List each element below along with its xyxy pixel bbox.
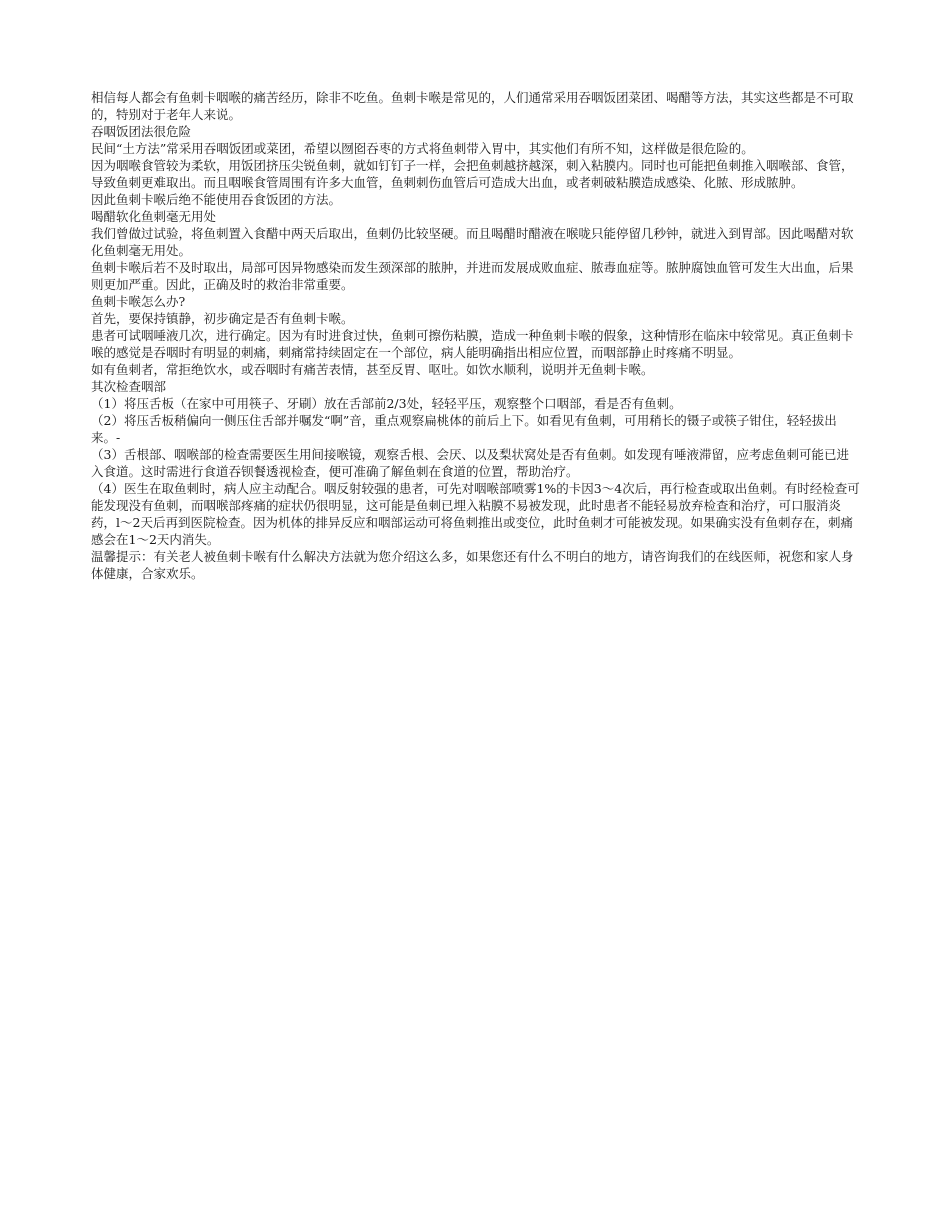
section-heading-rice-ball: 吞咽饭团法很危险 <box>91 124 192 139</box>
step-item: （2）将压舌板稍偏向一侧压住舌部并嘱发“啊”音，重点观察扁桃体的前后上下。如看见有鱼刺，可用稍长的镊子或筷子钳住，轻轻拔出来。- <box>91 413 837 445</box>
step-item: （1）将压舌板（在家中可用筷子、牙刷）放在舌部前2/3处，轻轻平压，观察整个口咽部，看是否有鱼刺。 <box>91 396 682 411</box>
section-heading-vinegar: 喝醋软化鱼刺毫无用处 <box>91 209 217 224</box>
paragraph: 因为咽喉食管较为柔软，用饭团挤压尖锐鱼刺，就如钉钉子一样，会把鱼刺越挤越深，刺入粘膜内。同时也可能把鱼刺推入咽喉部、食管，导致鱼刺更难取出。而且咽喉食管周围有许多大血管，鱼刺刺伤血管后可造成大出血，或者刺破粘膜造成感染、化脓、形成脓肿。 <box>91 158 854 190</box>
step-item: （3）舌根部、咽喉部的检查需要医生用间接喉镜，观察舌根、会厌、以及梨状窝处是否有鱼刺。如发现有唾液滞留，应考虑鱼刺可能已进入食道。这时需进行食道吞钡餐透视检查，便可准确了解鱼刺在食道的位置，帮助治疗。 <box>91 447 849 479</box>
paragraph: 鱼刺卡喉后若不及时取出，局部可因异物感染而发生颈深部的脓肿，并进而发展成败血症、脓毒血症等。脓肿腐蚀血管可发生大出血，后果则更加严重。因此，正确及时的救治非常重要。 <box>91 260 854 292</box>
article-body <box>91 89 861 582</box>
paragraph: 民间“土方法”常采用吞咽饭团或菜团，希望以囫囵吞枣的方式将鱼刺带入胃中，其实他们有所不知，这样做是很危险的。 <box>91 141 754 156</box>
step-item: （4）医生在取鱼刺时，病人应主动配合。咽反射较强的患者，可先对咽喉部喷雾1%的卡因3～4次后，再行检查或取出鱼刺。有时经检查可能发现没有鱼刺，而咽喉部疼痛的症状仍很明显，这可能是鱼刺已埋入粘膜不易被发现，此时患者不能轻易放弃检查和治疗，可口服消炎药，l～2天后再到医院检查。因为机体的排异反应和咽部运动可将鱼刺推出或变位，此时鱼刺才可能被发现。如果确实没有鱼刺存在，刺痛感会在1～2天内消失。 <box>91 481 860 547</box>
section-heading-throat-check: 其次检查咽部 <box>91 379 167 394</box>
section-heading-what-to-do: 鱼刺卡喉怎么办? <box>91 294 186 309</box>
paragraph: 因此鱼刺卡喉后绝不能使用吞食饭团的方法。 <box>91 192 342 207</box>
paragraph: 我们曾做过试验，将鱼刺置入食醋中两天后取出，鱼刺仍比较坚硬。而且喝醋时醋液在喉咙只能停留几秒钟，就进入到胃部。因此喝醋对软化鱼刺毫无用处。 <box>91 226 854 258</box>
paragraph: 如有鱼刺者，常拒绝饮水，或吞咽时有痛苦表情，甚至反胃、呕吐。如饮水顺利，说明并无鱼刺卡喉。 <box>91 362 654 377</box>
paragraph: 患者可试咽唾液几次，进行确定。因为有时进食过快，鱼刺可擦伤粘膜，造成一种鱼刺卡喉的假象，这种情形在临床中较常见。真正鱼刺卡喉的感觉是吞咽时有明显的刺痛，刺痛常持续固定在一个部位，病人能明确指出相应位置，而咽部静止时疼痛不明显。 <box>91 328 854 360</box>
tip-paragraph: 温馨提示：有关老人被鱼刺卡喉有什么解决方法就为您介绍这么多，如果您还有什么不明白的地方，请咨询我们的在线医师，祝您和家人身体健康，合家欢乐。 <box>91 549 854 581</box>
intro-paragraph: 相信每人都会有鱼刺卡咽喉的痛苦经历，除非不吃鱼。鱼刺卡喉是常见的，人们通常采用吞咽饭团菜团、喝醋等方法，其实这些都是不可取的，特别对于老年人来说。 <box>91 90 854 122</box>
paragraph: 首先，要保持镇静，初步确定是否有鱼刺卡喉。 <box>91 311 354 326</box>
